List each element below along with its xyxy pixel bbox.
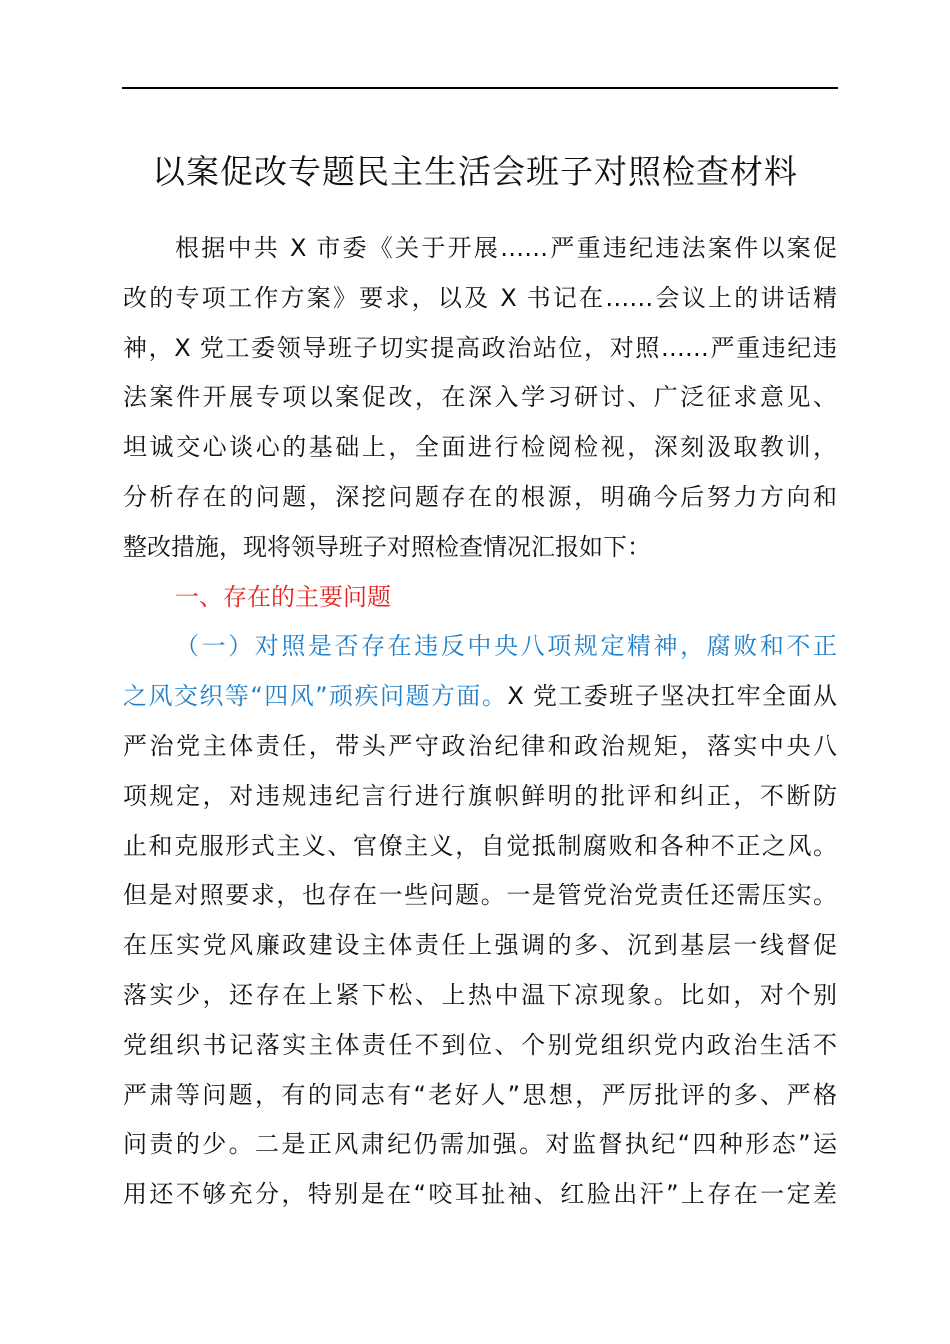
paragraph-line: 党组织书记落实主体责任不到位、个别党组织党内政治生活不 xyxy=(123,1030,837,1059)
paragraph-line: 严肃等问题，有的同志有“老好人”思想，严厉批评的多、严格 xyxy=(123,1080,837,1109)
paragraph-line: 在压实党风廉政建设主体责任上强调的多、沉到基层一线督促 xyxy=(123,931,837,960)
section-heading: 一、存在的主要问题 xyxy=(175,582,391,611)
paragraph-line xyxy=(123,680,837,712)
paragraph-line: 问责的少。二是正风肃纪仍需加强。对监督执纪“四种形态”运 xyxy=(123,1130,837,1159)
paragraph-line: 神，X 党工委领导班子切实提高政治站位，对照……严重违纪违 xyxy=(123,333,837,362)
paragraph-line: 严治党主体责任，带头严守政治纪律和政治规矩，落实中央八 xyxy=(123,732,837,760)
paragraph-line: 改的专项工作方案》要求，以及 X 书记在……会议上的讲话精 xyxy=(123,283,837,312)
document-title: 以案促改专题民主生活会班子对照检查材料 xyxy=(152,152,798,191)
paragraph-line: 分析存在的问题，深挖问题存在的根源，明确今后努力方向和 xyxy=(123,483,837,511)
paragraph-line: 止和克服形式主义、官僚主义，自觉抵制腐败和各种不正之风。 xyxy=(123,831,837,860)
paragraph-line: 根据中共 X 市委《关于开展……严重违纪违法案件以案促 xyxy=(175,234,837,262)
paragraph-line: 项规定，对违规违纪言行进行旗帜鲜明的批评和纠正，不断防 xyxy=(123,781,837,810)
paragraph-line: 但是对照要求，也存在一些问题。一是管党治党责任还需压实。 xyxy=(123,881,837,910)
subsection-heading-end: 之风交织等“四风”顽疾问题方面。 xyxy=(123,682,508,711)
header-rule xyxy=(122,87,838,89)
subsection-heading: （一）对照是否存在违反中央八项规定精神，腐败和不正 xyxy=(175,632,837,661)
paragraph-line: 落实少，还存在上紧下松、上热中温下凉现象。比如，对个别 xyxy=(123,981,837,1009)
paragraph-line: 用还不够充分，特别是在“咬耳扯袖、红脸出汗”上存在一定差 xyxy=(123,1180,837,1209)
paragraph-line: 法案件开展专项以案促改，在深入学习研讨、广泛征求意见、 xyxy=(123,383,837,412)
paragraph-line: 坦诚交心谈心的基础上，全面进行检阅检视，深刻汲取教训， xyxy=(123,433,837,462)
paragraph-line: 整改措施，现将领导班子对照检查情况汇报如下： xyxy=(123,532,651,561)
paragraph-text: X 党工委班子坚决扛牢全面从 xyxy=(507,682,837,711)
